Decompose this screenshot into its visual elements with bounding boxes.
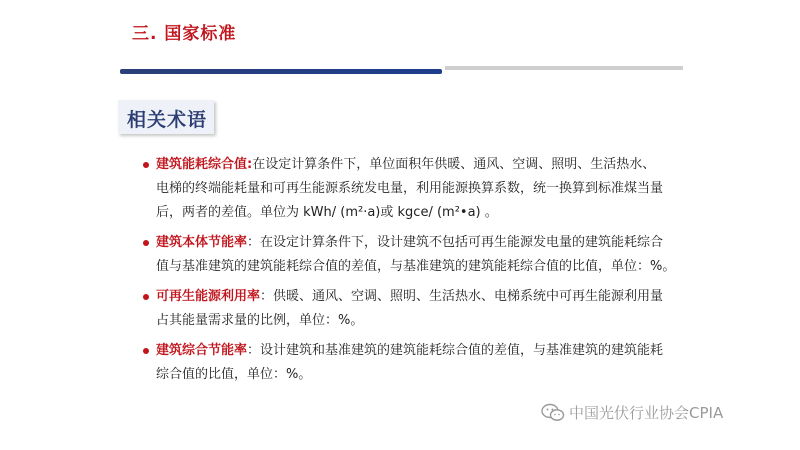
paragraph-line xyxy=(156,231,696,255)
paragraph-line: 综合值的比值，单位：%。 xyxy=(156,367,312,382)
definition-text: 在设定计算条件下，单位面积年供暖、通风、空调、照明、生活热水、 xyxy=(252,157,656,172)
term-label: 建筑能耗综合值: xyxy=(156,157,253,172)
definition-text: ：在设定计算条件下，设计建筑不包括可再生能源发电量的建筑能耗综合 xyxy=(247,235,664,250)
paragraph-line: 后，两者的差值。单位为 kWh/ (m²·a)或 kgce/ (m²•a) 。 xyxy=(156,205,498,220)
paragraph-line: 占其能量需求量的比例，单位：%。 xyxy=(156,313,364,328)
paragraph-line: 值与基准建筑的建筑能耗综合值的差值，与基准建筑的建筑能耗综合值的比值，单位：%。 xyxy=(156,259,676,274)
bullet-dot xyxy=(143,240,149,246)
definition-text: ：设计建筑和基准建筑的建筑能耗综合值的差值，与基准建筑的建筑能耗 xyxy=(247,343,664,358)
term-label: 可再生能源利用率 xyxy=(156,289,261,304)
term-paragraph-energy-consumption xyxy=(156,153,696,225)
section-title: 三. 国家标准 xyxy=(132,24,237,44)
paragraph-line xyxy=(156,153,696,177)
term-label: 建筑综合节能率 xyxy=(156,343,248,358)
watermark-text: 中国光伏行业协会CPIA xyxy=(569,404,724,422)
term-paragraph-comprehensive-saving-rate xyxy=(156,339,696,387)
term-paragraph-renewable-rate xyxy=(156,285,696,333)
subtitle: 相关术语 xyxy=(127,109,208,131)
term-label: 建筑本体节能率 xyxy=(156,235,248,250)
paragraph-line xyxy=(156,285,696,309)
title-underline-gray xyxy=(445,66,683,70)
wechat-icon xyxy=(541,403,565,422)
subtitle-box xyxy=(118,100,214,134)
term-paragraph-building-saving-rate xyxy=(156,231,696,279)
definition-text: ：供暖、通风、空调、照明、生活热水、电梯系统中可再生能源利用量 xyxy=(260,289,664,304)
bullet-dot xyxy=(143,348,149,354)
paragraph-line xyxy=(156,339,696,363)
bullet-dot xyxy=(143,162,149,168)
title-underline-blue xyxy=(120,69,442,74)
bullet-dot xyxy=(143,294,149,300)
paragraph-line: 电梯的终端能耗量和可再生能源系统发电量，利用能源换算系数，统一换算到标准煤当量 xyxy=(156,181,664,196)
